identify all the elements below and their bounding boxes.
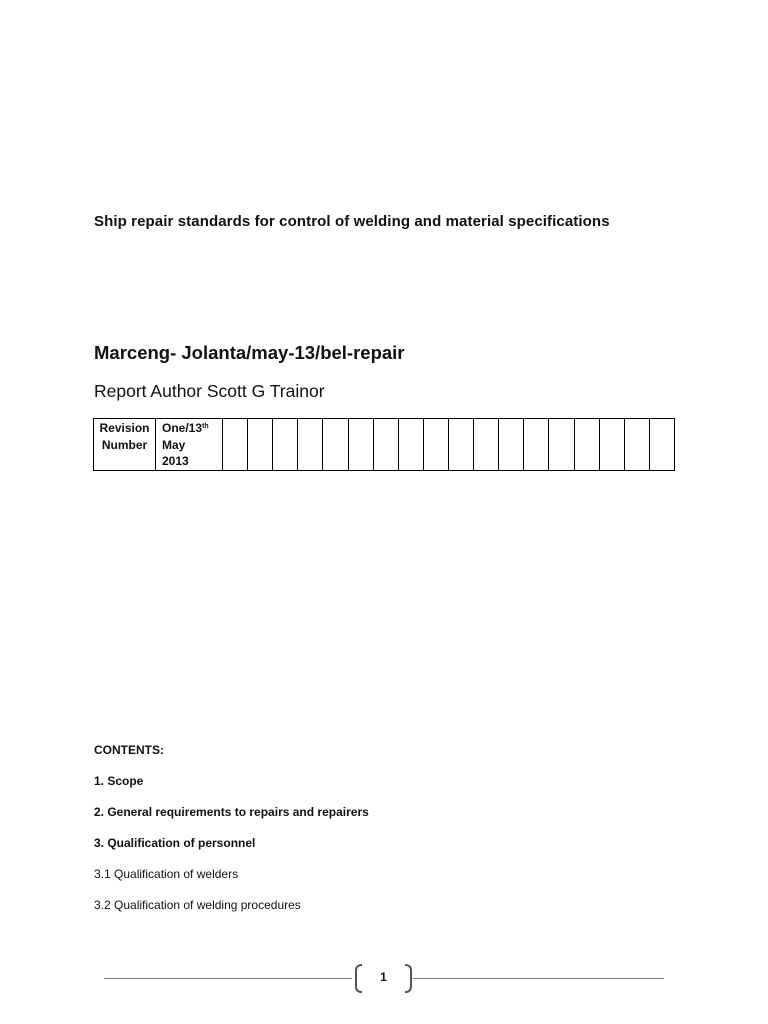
revision-empty-cell: [549, 419, 574, 471]
footer-rule-right: [413, 978, 664, 979]
revision-empty-cell: [298, 419, 323, 471]
revision-empty-cell: [599, 419, 624, 471]
revision-empty-cell: [624, 419, 649, 471]
revision-empty-cell: [398, 419, 423, 471]
revision-value-month: May: [162, 437, 186, 452]
contents-item-qualification-personnel: 3. Qualification of personnel: [94, 836, 256, 850]
contents-item-general-requirements: 2. General requirements to repairs and repairers: [94, 805, 369, 819]
revision-empty-cell: [223, 419, 248, 471]
footer-rule-left: [104, 978, 352, 979]
author-line: Report Author Scott G Trainor: [94, 381, 325, 401]
revision-empty-cell: [474, 419, 499, 471]
contents-section: [94, 742, 654, 928]
revision-empty-cell: [348, 419, 373, 471]
right-bracket-icon: [405, 964, 412, 993]
revision-empty-cell: [373, 419, 398, 471]
document-reference: Marceng- Jolanta/may-13/bel-repair: [94, 342, 405, 363]
page-number: 1: [380, 970, 387, 984]
revision-row: [94, 419, 675, 471]
document-title: Ship repair standards for control of welding and material specifications: [94, 213, 610, 230]
revision-empty-cell: [448, 419, 473, 471]
revision-empty-cell: [323, 419, 348, 471]
contents-item-scope: 1. Scope: [94, 774, 144, 788]
revision-value-superscript: th: [202, 423, 209, 430]
revision-empty-cell: [499, 419, 524, 471]
left-bracket-icon: [355, 964, 362, 993]
revision-table: [93, 418, 675, 471]
revision-empty-cell: [423, 419, 448, 471]
revision-value-prefix: One/13: [162, 421, 203, 435]
contents-item-qualification-procedures: 3.2 Qualification of welding procedures: [94, 898, 301, 912]
revision-empty-cell: [574, 419, 599, 471]
revision-empty-cell: [248, 419, 273, 471]
revision-empty-cell: [649, 419, 674, 471]
contents-item-qualification-welders: 3.1 Qualification of welders: [94, 867, 239, 881]
revision-value-cell: [156, 419, 223, 471]
revision-empty-cell: [273, 419, 298, 471]
revision-label-cell: [94, 419, 156, 471]
revision-label-line2: Number: [101, 437, 148, 452]
revision-label-line1: Revision: [99, 421, 150, 435]
revision-value-year: 2013: [162, 454, 189, 468]
contents-heading: CONTENTS:: [94, 743, 164, 757]
revision-empty-cell: [524, 419, 549, 471]
